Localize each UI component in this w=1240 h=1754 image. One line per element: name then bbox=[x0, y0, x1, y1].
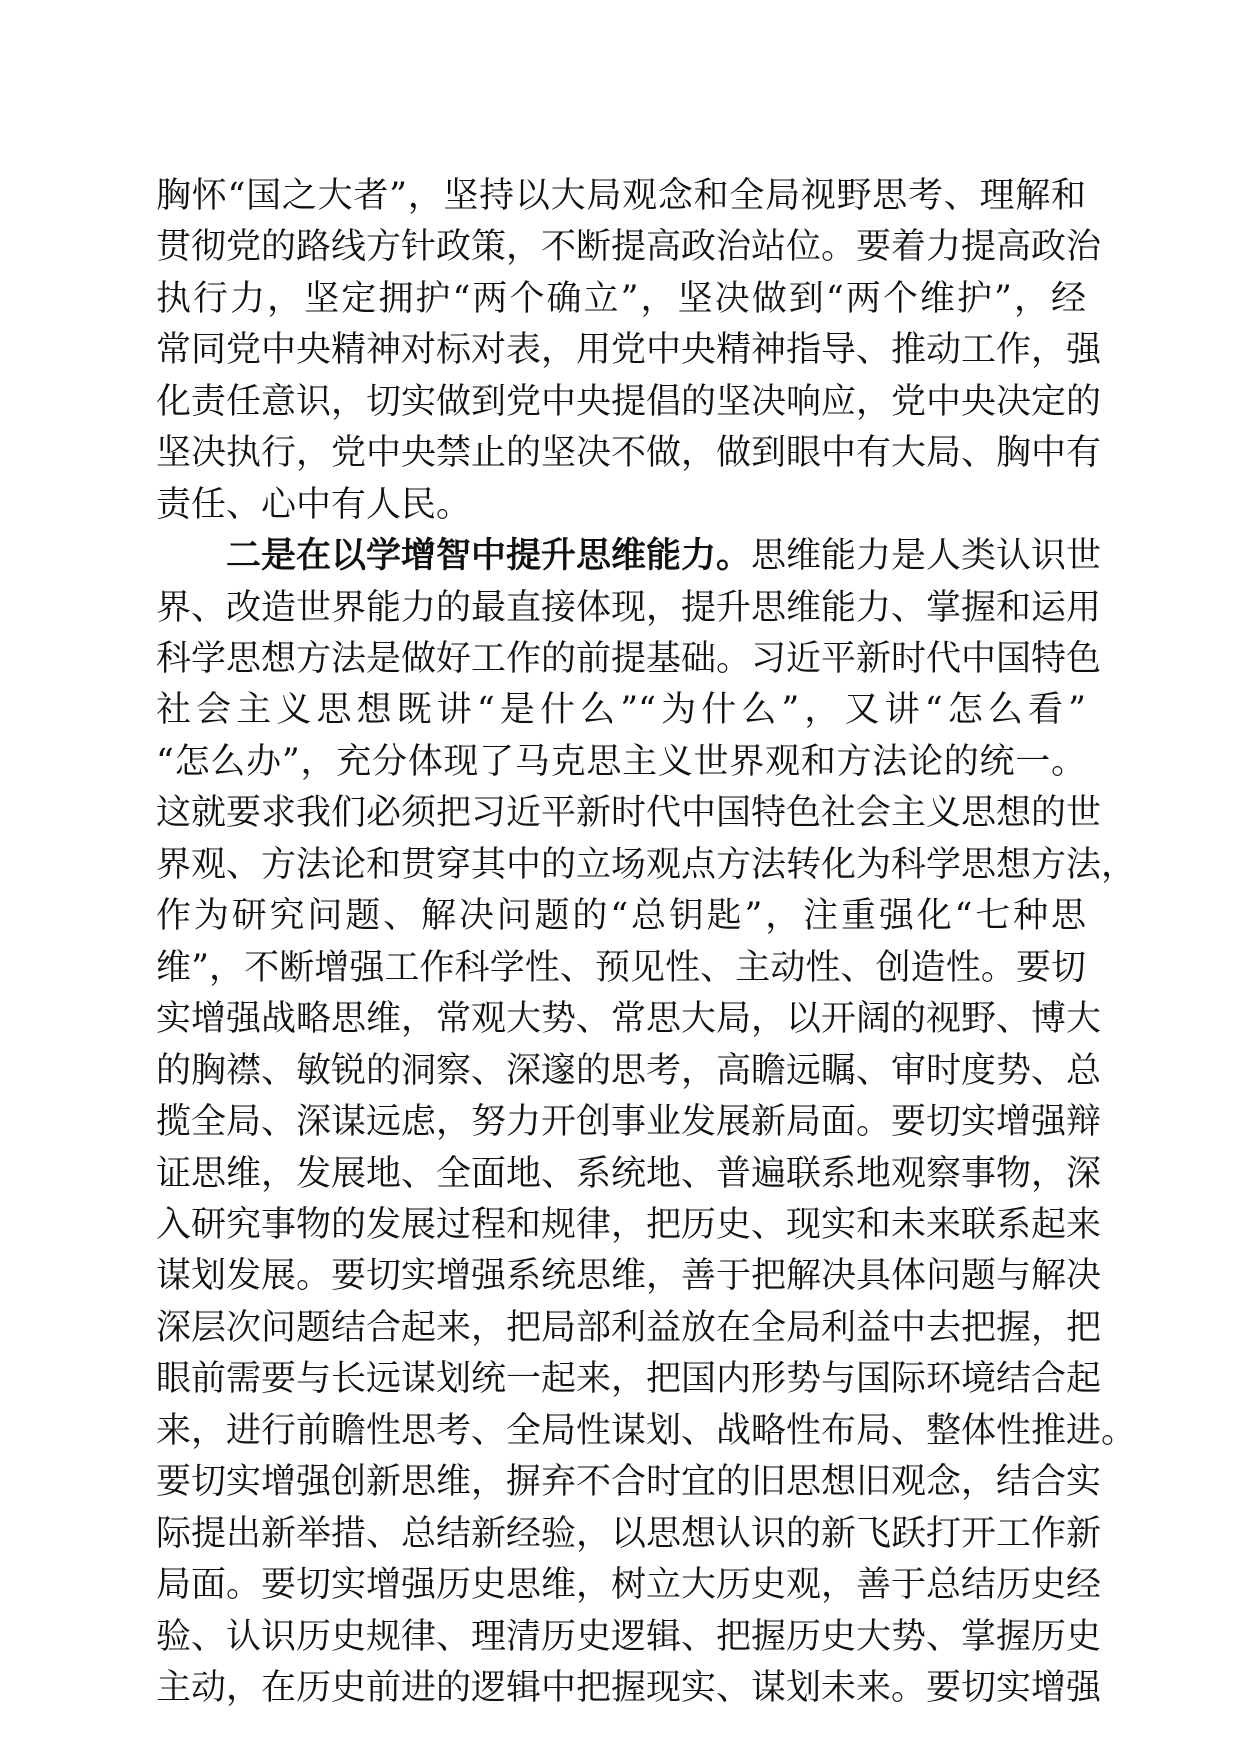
paragraph-2-line: 证思维，发展地、全面地、系统地、普遍联系地观察事物，深 bbox=[156, 1153, 1102, 1194]
paragraph-2-first-line bbox=[226, 530, 1102, 582]
paragraph-2-line: 主动，在历史前进的逻辑中把握现实、谋划未来。要切实增强 bbox=[156, 1668, 1102, 1708]
paragraph-2-line: 维”，不断增强工作科学性、预见性、主动性、创造性。要切 bbox=[156, 947, 1086, 988]
paragraph-1-line: 化责任意识，切实做到党中央提倡的坚决响应，党中央决定的 bbox=[156, 381, 1102, 422]
paragraph-2-line: 局面。要切实增强历史思维，树立大历史观，善于总结历史经 bbox=[156, 1565, 1102, 1606]
paragraph-2-line: 科学思想方法是做好工作的前提基础。习近平新时代中国特色 bbox=[156, 639, 1102, 680]
paragraph-2-line: 社会主义思想既讲“是什么”“为什么”，又讲“怎么看” bbox=[156, 690, 1086, 731]
paragraph-2-line: 来，进行前瞻性思考、全局性谋划、战略性布局、整体性推进。 bbox=[156, 1410, 1137, 1451]
paragraph-2-heading: 二是在以学增智中提升思维能力。 bbox=[226, 536, 752, 577]
paragraph-2-line: 作为研究问题、解决问题的“总钥匙”，注重强化“七种思 bbox=[156, 896, 1086, 937]
paragraph-2-line: 要切实增强创新思维，摒弃不合时宜的旧思想旧观念，结合实 bbox=[156, 1462, 1102, 1503]
paragraph-2-line: 眼前需要与长远谋划统一起来，把国内形势与国际环境结合起 bbox=[156, 1359, 1102, 1400]
paragraph-2-line: 界观、方法论和贯穿其中的立场观点方法转化为科学思想方法， bbox=[156, 844, 1137, 885]
paragraph-1-line: 贯彻党的路线方针政策，不断提高政治站位。要着力提高政治 bbox=[156, 227, 1102, 268]
paragraph-2-line: “怎么办”，充分体现了马克思主义世界观和方法论的统一。 bbox=[156, 741, 1086, 782]
paragraph-2-line: 谋划发展。要切实增强系统思维，善于把解决具体问题与解决 bbox=[156, 1256, 1102, 1297]
paragraph-2-line: 揽全局、深谋远虑，努力开创事业发展新局面。要切实增强辩 bbox=[156, 1102, 1102, 1143]
paragraph-1-line: 坚决执行，党中央禁止的坚决不做，做到眼中有大局、胸中有 bbox=[156, 433, 1102, 474]
paragraph-2-first-line-text: 思维能力是人类认识世 bbox=[751, 536, 1102, 577]
paragraph-1-line: 常同党中央精神对标对表，用党中央精神指导、推动工作，强 bbox=[156, 330, 1102, 371]
paragraph-2-line: 的胸襟、敏锐的洞察、深邃的思考，高瞻远瞩、审时度势、总 bbox=[156, 1050, 1102, 1091]
paragraph-2-line: 实增强战略思维，常观大势、常思大局，以开阔的视野、博大 bbox=[156, 999, 1102, 1040]
paragraph-1-line: 执行力，坚定拥护“两个确立”，坚决做到“两个维护”，经 bbox=[156, 278, 1086, 319]
paragraph-2-line: 际提出新举措、总结新经验，以思想认识的新飞跃打开工作新 bbox=[156, 1513, 1102, 1554]
paragraph-2-line: 验、认识历史规律、理清历史逻辑、把握历史大势、掌握历史 bbox=[156, 1616, 1102, 1657]
paragraph-2-line: 界、改造世界能力的最直接体现，提升思维能力、掌握和运用 bbox=[156, 587, 1102, 628]
paragraph-2-line: 深层次问题结合起来，把局部利益放在全局利益中去把握，把 bbox=[156, 1307, 1102, 1348]
paragraph-2-line: 入研究事物的发展过程和规律，把历史、现实和未来联系起来 bbox=[156, 1204, 1102, 1245]
paragraph-2-line: 这就要求我们必须把习近平新时代中国特色社会主义思想的世 bbox=[156, 793, 1102, 834]
paragraph-1-line: 责任、心中有人民。 bbox=[156, 484, 472, 525]
paragraph-1-line: 胸怀“国之大者”，坚持以大局观念和全局视野思考、理解和 bbox=[156, 176, 1086, 216]
